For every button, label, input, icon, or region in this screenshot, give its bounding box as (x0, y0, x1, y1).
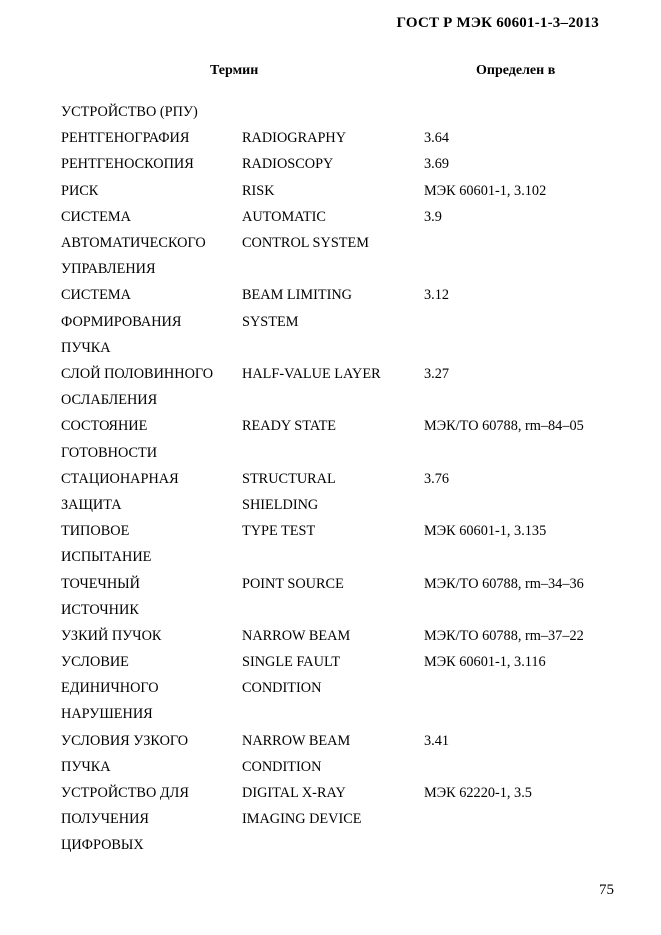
table-row (0, 125, 661, 151)
russian-term (61, 571, 239, 623)
russian-term-line: УСТРОЙСТВО (РПУ) (61, 104, 198, 120)
russian-term-line: ТИПОВОЕ (61, 523, 130, 540)
english-term (242, 780, 420, 832)
russian-term (61, 151, 239, 177)
russian-term (61, 466, 239, 518)
column-headers (0, 63, 661, 83)
russian-term-line: ГОТОВНОСТИ (61, 444, 158, 461)
russian-term-line: СОСТОЯНИЕ (61, 418, 148, 435)
page-number: 75 (599, 882, 614, 898)
russian-term-line: ИСТОЧНИК (61, 601, 139, 618)
term-column-header: Термин (210, 63, 259, 78)
russian-term-line: ИСПЫТАНИЕ (61, 549, 152, 566)
russian-term (61, 780, 239, 859)
russian-term-line: СТАЦИОНАРНАЯ (61, 470, 179, 487)
table-row (0, 466, 661, 518)
document-header: ГОСТ Р МЭК 60601-1-3–2013 (396, 15, 599, 31)
definition-reference: 3.12 (424, 287, 450, 304)
english-term (242, 151, 420, 177)
english-term-line: NARROW BEAM (242, 627, 351, 644)
definition-reference: МЭК 60601-1, 3.135 (424, 523, 547, 540)
russian-term-line: СЛОЙ ПОЛОВИННОГО (61, 365, 214, 382)
english-term-line: POINT SOURCE (242, 575, 344, 592)
russian-term (61, 99, 239, 125)
english-term-line: RADIOSCOPY (242, 156, 334, 173)
russian-term-line: ОСЛАБЛЕНИЯ (61, 392, 158, 409)
table-row (0, 282, 661, 361)
table-row (0, 780, 661, 859)
table-row (0, 413, 661, 465)
english-term-line: READY STATE (242, 418, 337, 435)
english-term-line: HALF-VALUE LAYER (242, 365, 381, 382)
english-term-line: SHIELDING (242, 496, 319, 513)
russian-term (61, 649, 239, 728)
russian-term-line: ПОЛУЧЕНИЯ (61, 811, 149, 828)
english-term-line: CONTROL SYSTEM (242, 234, 369, 251)
russian-term-line: ПУЧКА (61, 339, 111, 356)
russian-term (61, 623, 239, 649)
defined-in-column-header: Определен в (476, 63, 556, 78)
russian-term (61, 282, 239, 361)
russian-term-line: ЕДИНИЧНОГО (61, 680, 159, 697)
russian-term (61, 125, 239, 151)
russian-term-line: АВТОМАТИЧЕСКОГО (61, 234, 206, 251)
russian-term-line: УСТРОЙСТВО ДЛЯ (61, 785, 189, 802)
russian-term (61, 361, 239, 413)
table-row (0, 99, 661, 125)
russian-term-line: УПРАВЛЕНИЯ (61, 261, 156, 278)
russian-term-line: ЗАЩИТА (61, 496, 122, 513)
english-term-line: CONDITION (242, 758, 322, 775)
table-row (0, 571, 661, 623)
english-term-line: SINGLE FAULT (242, 654, 341, 671)
russian-term (61, 178, 239, 204)
english-term (242, 125, 420, 151)
russian-term-line: УСЛОВИЕ (61, 654, 129, 671)
english-term-line: IMAGING DEVICE (242, 811, 362, 828)
definition-reference: 3.9 (424, 208, 442, 225)
definition-reference: 3.76 (424, 470, 450, 487)
english-term (242, 282, 420, 334)
russian-term-line: УСЛОВИЯ УЗКОГО (61, 732, 189, 749)
english-term (242, 571, 420, 597)
english-term-line: BEAM LIMITING (242, 287, 352, 304)
definition-reference: МЭК/ТО 60788, rm–37–22 (424, 627, 584, 644)
definition-reference: 3.64 (424, 130, 450, 147)
russian-term-line: РИСК (61, 182, 99, 199)
russian-term (61, 518, 239, 570)
table-row (0, 361, 661, 413)
russian-term-line: СИСТЕМА (61, 208, 131, 225)
english-term (242, 361, 420, 387)
english-term-line: CONDITION (242, 680, 322, 697)
russian-term-line: УЗКИЙ ПУЧОК (61, 627, 162, 644)
russian-term-line: НАРУШЕНИЯ (61, 706, 153, 723)
english-term (242, 204, 420, 256)
english-term (242, 728, 420, 780)
english-term (242, 649, 420, 701)
english-term (242, 518, 420, 544)
english-term-line: RADIOGRAPHY (242, 130, 347, 147)
definition-reference: МЭК/ТО 60788, rm–34–36 (424, 575, 584, 592)
russian-term (61, 413, 239, 465)
definition-reference: МЭК 60601-1, 3.102 (424, 182, 547, 199)
definition-reference: МЭК 60601-1, 3.116 (424, 654, 546, 671)
english-term-line: RISK (242, 182, 275, 199)
russian-term-line: ЦИФРОВЫХ (61, 837, 144, 854)
table-row (0, 623, 661, 649)
table-row (0, 204, 661, 283)
table-row (0, 728, 661, 780)
english-term-line: STRUCTURAL (242, 470, 336, 487)
term-table (0, 99, 661, 859)
russian-term-line: СИСТЕМА (61, 287, 131, 304)
russian-term (61, 728, 239, 780)
russian-term-line: ПУЧКА (61, 758, 111, 775)
english-term (242, 623, 420, 649)
definition-reference: 3.27 (424, 365, 450, 382)
definition-reference: 3.41 (424, 732, 450, 749)
definition-reference: МЭК/ТО 60788, rm–84–05 (424, 418, 584, 435)
english-term (242, 413, 420, 439)
english-term-line: NARROW BEAM (242, 732, 351, 749)
english-term (242, 178, 420, 204)
english-term-line: DIGITAL X-RAY (242, 785, 346, 802)
russian-term-line: ФОРМИРОВАНИЯ (61, 313, 182, 330)
russian-term-line: ТОЧЕЧНЫЙ (61, 575, 140, 592)
table-row (0, 151, 661, 177)
russian-term-line: РЕНТГЕНОГРАФИЯ (61, 130, 190, 147)
definition-reference: МЭК 62220-1, 3.5 (424, 785, 532, 802)
english-term-line: AUTOMATIC (242, 208, 326, 225)
english-term (242, 466, 420, 518)
table-row (0, 649, 661, 728)
english-term-line: SYSTEM (242, 313, 299, 330)
russian-term (61, 204, 239, 283)
english-term-line: TYPE TEST (242, 523, 316, 540)
table-row (0, 178, 661, 204)
table-row (0, 518, 661, 570)
definition-reference: 3.69 (424, 156, 450, 173)
russian-term-line: РЕНТГЕНОСКОПИЯ (61, 156, 194, 173)
